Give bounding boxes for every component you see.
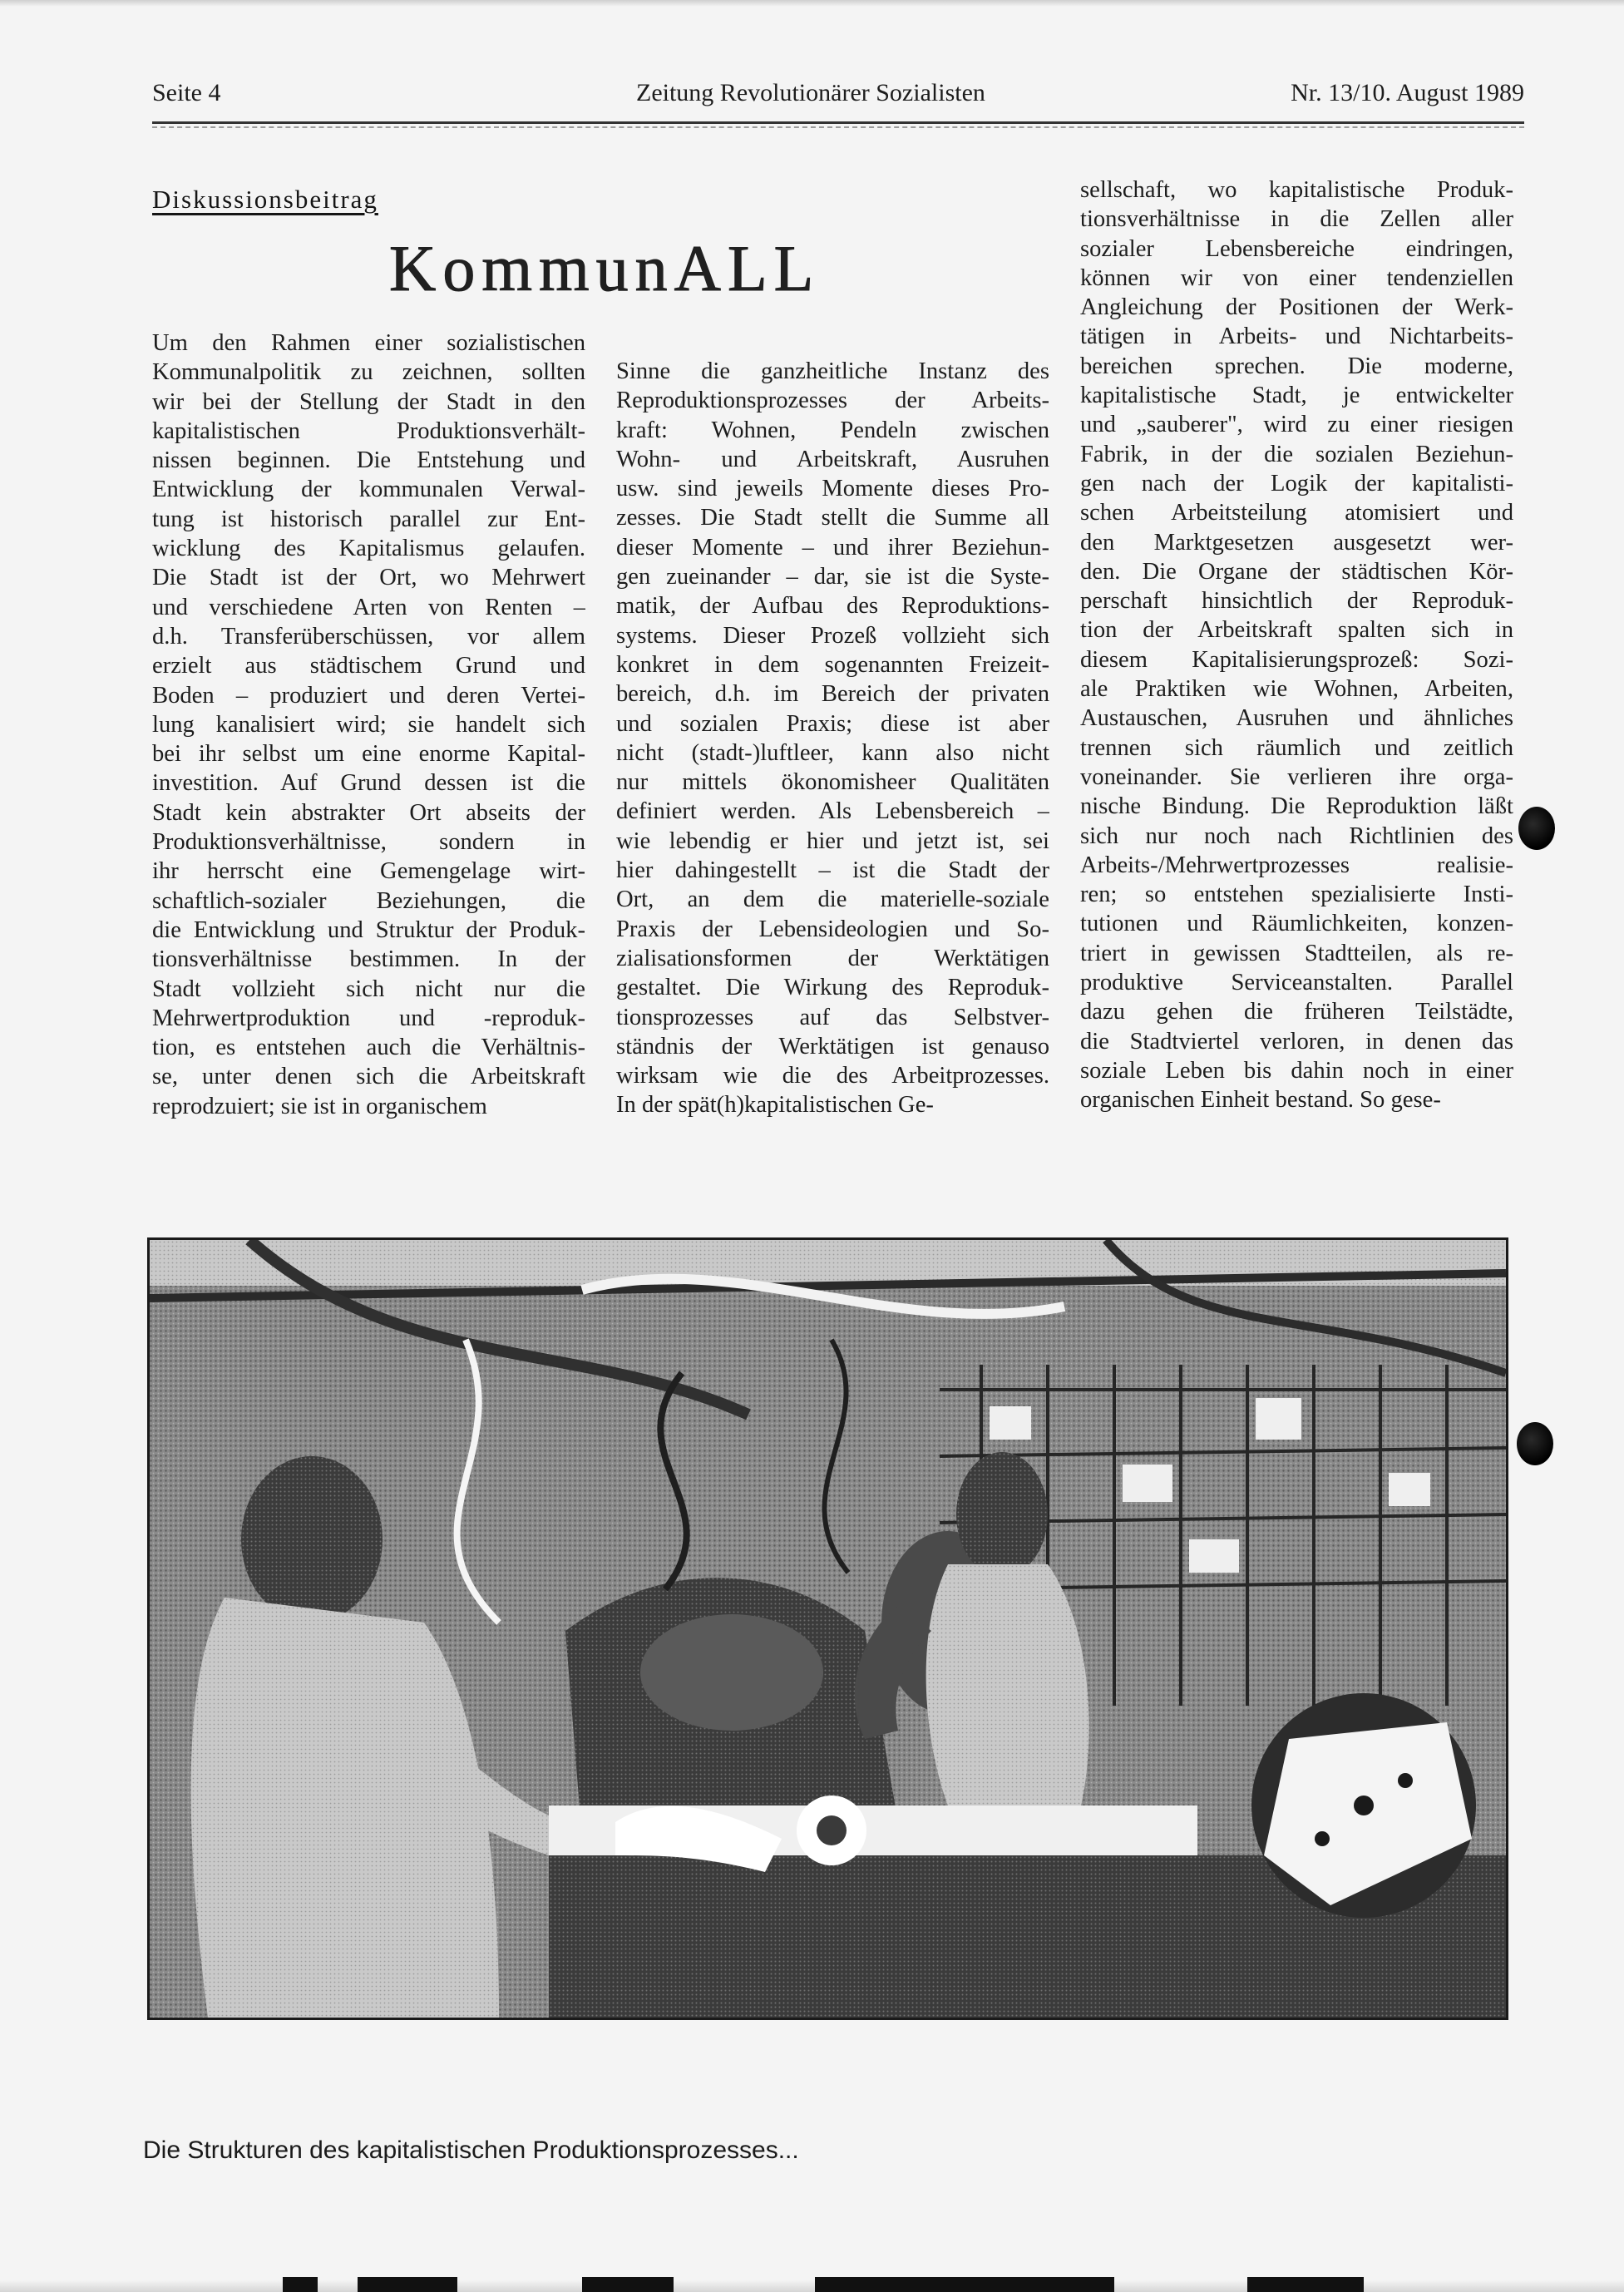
article-line: tung ist historisch parallel zur Ent- [152, 506, 585, 532]
article-line: zialisationsformen der Werktätigen [616, 945, 1049, 971]
article-line: soziale Leben bis dahin noch in einer [1080, 1057, 1513, 1084]
photo-caption: Die Strukturen des kapitalistischen Produktionsprozesses... [143, 2136, 799, 2164]
header-rule [152, 121, 1524, 124]
article-line: die Entwicklung und Struktur der Produk- [152, 916, 585, 943]
article-line: Austauschen, Ausruhen und ähnliches [1080, 705, 1513, 732]
article-line: Reproduktionsprozesses der Arbeits- [616, 388, 1049, 414]
article-line: schen Arbeitsteilung atomisiert und [1080, 500, 1513, 526]
article-line: definiert werden. Als Lebensbereich – [616, 798, 1049, 825]
article-line: reprodzuiert; sie ist in organischem [152, 1093, 487, 1119]
article-line: diesem Kapitalisierungsprozeß: Sozi- [1080, 646, 1513, 673]
scan-top-edge [0, 0, 1624, 7]
issue-date: Nr. 13/10. August 1989 [1291, 79, 1524, 106]
article-line: wicklung des Kapitalismus gelaufen. [152, 536, 585, 562]
article-line: und „sauberer", wird zu einer riesigen [1080, 412, 1513, 438]
article-line: bereichen sprechen. Die moderne, [1080, 353, 1513, 379]
article-line: tionsverhältnisse in die Zellen aller [1080, 206, 1513, 233]
article-line: nissen beginnen. Die Entstehung und [152, 447, 585, 474]
article-line: In der spät(h)kapitalistischen Ge- [616, 1092, 934, 1119]
article-line: Entwicklung der kommunalen Verwal- [152, 477, 585, 503]
article-line: Stadt kein abstrakter Ort abseits der [152, 799, 585, 826]
article-line: Wohn- und Arbeitskraft, Ausruhen [616, 446, 1049, 472]
article-line: d.h. Transferüberschüssen, vor allem [152, 623, 585, 650]
scan-bottom-marks [283, 2277, 1364, 2292]
article-line: Mehrwertproduktion und -reproduk- [152, 1005, 585, 1031]
article-line: tätigen in Arbeits- und Nichtarbeits- [1080, 324, 1513, 350]
article-line: und verschiedene Arten von Renten – [152, 594, 585, 620]
article-line: wir bei der Stellung der Stadt in den [152, 388, 585, 415]
article-line: Um den Rahmen einer sozialistischen [152, 330, 585, 356]
article-line: triert in gewissen Stadtteilen, als re- [1080, 940, 1513, 966]
article-line: Boden – produziert und deren Vertei- [152, 682, 585, 709]
article-line: Die Stadt ist der Ort, wo Mehrwert [152, 565, 585, 591]
article-line: Arbeits-/Mehrwertprozesses realisie- [1080, 852, 1513, 878]
article-line: kapitalistischen Produktionsverhält- [152, 417, 585, 444]
text-column-2 [616, 357, 1049, 1120]
article-line: und sozialen Praxis; diese ist aber [616, 710, 1049, 737]
article-line: Kommunalpolitik zu zeichnen, sollten [152, 359, 585, 386]
article-line: gen zueinander – dar, sie ist die Syste- [616, 564, 1049, 590]
article-line: dieser Momente – und ihrer Beziehun- [616, 534, 1049, 561]
article-line: tion der Arbeitskraft spalten sich in [1080, 617, 1513, 644]
article-line: wirksam wie die des Arbeitprozesses. [616, 1063, 1049, 1089]
article-line: gen nach der Logik der kapitalisti- [1080, 470, 1513, 496]
article-line: den. Die Organe der städtischen Kör- [1080, 558, 1513, 585]
article-line: systems. Dieser Prozeß vollzieht sich [616, 622, 1049, 649]
article-line: den Marktgesetzen ausgesetzt wer- [1080, 529, 1513, 556]
article-line: tutionen und Räumlichkeiten, konzen- [1080, 911, 1513, 937]
punch-hole-lower [1517, 1422, 1553, 1465]
article-line: organischen Einheit bestand. So gese- [1080, 1087, 1441, 1114]
article-line: sozialer Lebensbereiche eindringen, [1080, 235, 1513, 262]
article-line: Angleichung der Positionen der Werk- [1080, 294, 1513, 321]
article-line: konkret in dem sogenannten Freizeit- [616, 651, 1049, 678]
article-line: nische Bindung. Die Reproduktion läßt [1080, 793, 1513, 820]
article-line: produktive Serviceanstalten. Parallel [1080, 970, 1513, 996]
article-kicker: Diskussionsbeitrag [152, 185, 378, 214]
article-line: ihr herrscht eine Gemengelage wirt- [152, 858, 585, 885]
article-line: ständnis der Werktätigen ist genauso [616, 1033, 1049, 1060]
article-line: tion, es entstehen auch die Verhältnis- [152, 1035, 585, 1061]
article-line: matik, der Aufbau des Reproduktions- [616, 593, 1049, 620]
header-rule-shadow [152, 126, 1524, 128]
article-line: Produktionsverhältnisse, sondern in [152, 829, 585, 856]
article-line: trennen sich räumlich und zeitlich [1080, 734, 1513, 761]
text-column-3 [1080, 175, 1513, 1115]
text-column-1 [152, 328, 585, 1121]
article-line: nicht (stadt-)luftleer, kann also nicht [616, 739, 1049, 766]
article-line: Stadt vollzieht sich nicht nur die [152, 976, 585, 1002]
article-line: usw. sind jeweils Momente dieses Pro- [616, 476, 1049, 502]
article-line: se, unter denen sich die Arbeitskraft [152, 1064, 585, 1090]
article-line: Praxis der Lebensideologien und So- [616, 916, 1049, 942]
punch-hole-upper [1518, 807, 1555, 850]
factory-photo-illustration [150, 1240, 1506, 2018]
article-line: investition. Auf Grund dessen ist die [152, 770, 585, 797]
article-line: tionsprozesses auf das Selbstver- [616, 1004, 1049, 1030]
factory-photo [147, 1237, 1508, 2020]
article-line: zesses. Die Stadt stellt die Summe all [616, 505, 1049, 531]
article-line: tionsverhältnisse bestimmen. In der [152, 946, 585, 973]
article-line: bereich, d.h. im Bereich der privaten [616, 681, 1049, 708]
article-line: hier dahingestellt – ist die Stadt der [616, 857, 1049, 884]
article-line: gestaltet. Die Wirkung des Reproduk- [616, 975, 1049, 1001]
article-line: Ort, an dem die materielle-soziale [616, 887, 1049, 913]
article-line: können wir von einer tendenziellen [1080, 264, 1513, 291]
article-line: bei ihr selbst um eine enorme Kapital- [152, 741, 585, 768]
article-headline: KommunALL [389, 232, 821, 304]
article-line: ale Praktiken wie Wohnen, Arbeiten, [1080, 676, 1513, 703]
article-line: kapitalistische Stadt, je entwickelter [1080, 383, 1513, 409]
article-line: lung kanalisiert wird; sie handelt sich [152, 711, 585, 738]
article-line: die Stadtviertel verloren, in denen das [1080, 1028, 1513, 1055]
article-line: kraft: Wohnen, Pendeln zwischen [616, 417, 1049, 443]
article-line: sellschaft, wo kapitalistische Produk- [1080, 177, 1513, 203]
article-line: wie lebendig er hier und jetzt ist, sei [616, 827, 1049, 854]
article-line: ren; so entstehen spezialisierte Insti- [1080, 882, 1513, 908]
running-header [152, 77, 1524, 110]
article-line: erzielt aus städtischem Grund und [152, 653, 585, 679]
article-line: voneinander. Sie verlieren ihre orga- [1080, 763, 1513, 790]
page-number: Seite 4 [152, 79, 221, 106]
article-line: Sinne die ganzheitliche Instanz des [616, 358, 1049, 384]
article-line: sich nur noch nach Richtlinien des [1080, 822, 1513, 849]
article-line: perschaft hinsichtlich der Reproduk- [1080, 588, 1513, 615]
publication-name: Zeitung Revolutionärer Sozialisten [636, 79, 985, 106]
article-line: schaftlich-sozialer Beziehungen, die [152, 887, 585, 914]
article-line: dazu gehen die früheren Teilstädte, [1080, 999, 1513, 1025]
article-line: nur mittels ökonomisheer Qualitäten [616, 769, 1049, 796]
article-line: Fabrik, in der die sozialen Beziehun- [1080, 441, 1513, 467]
